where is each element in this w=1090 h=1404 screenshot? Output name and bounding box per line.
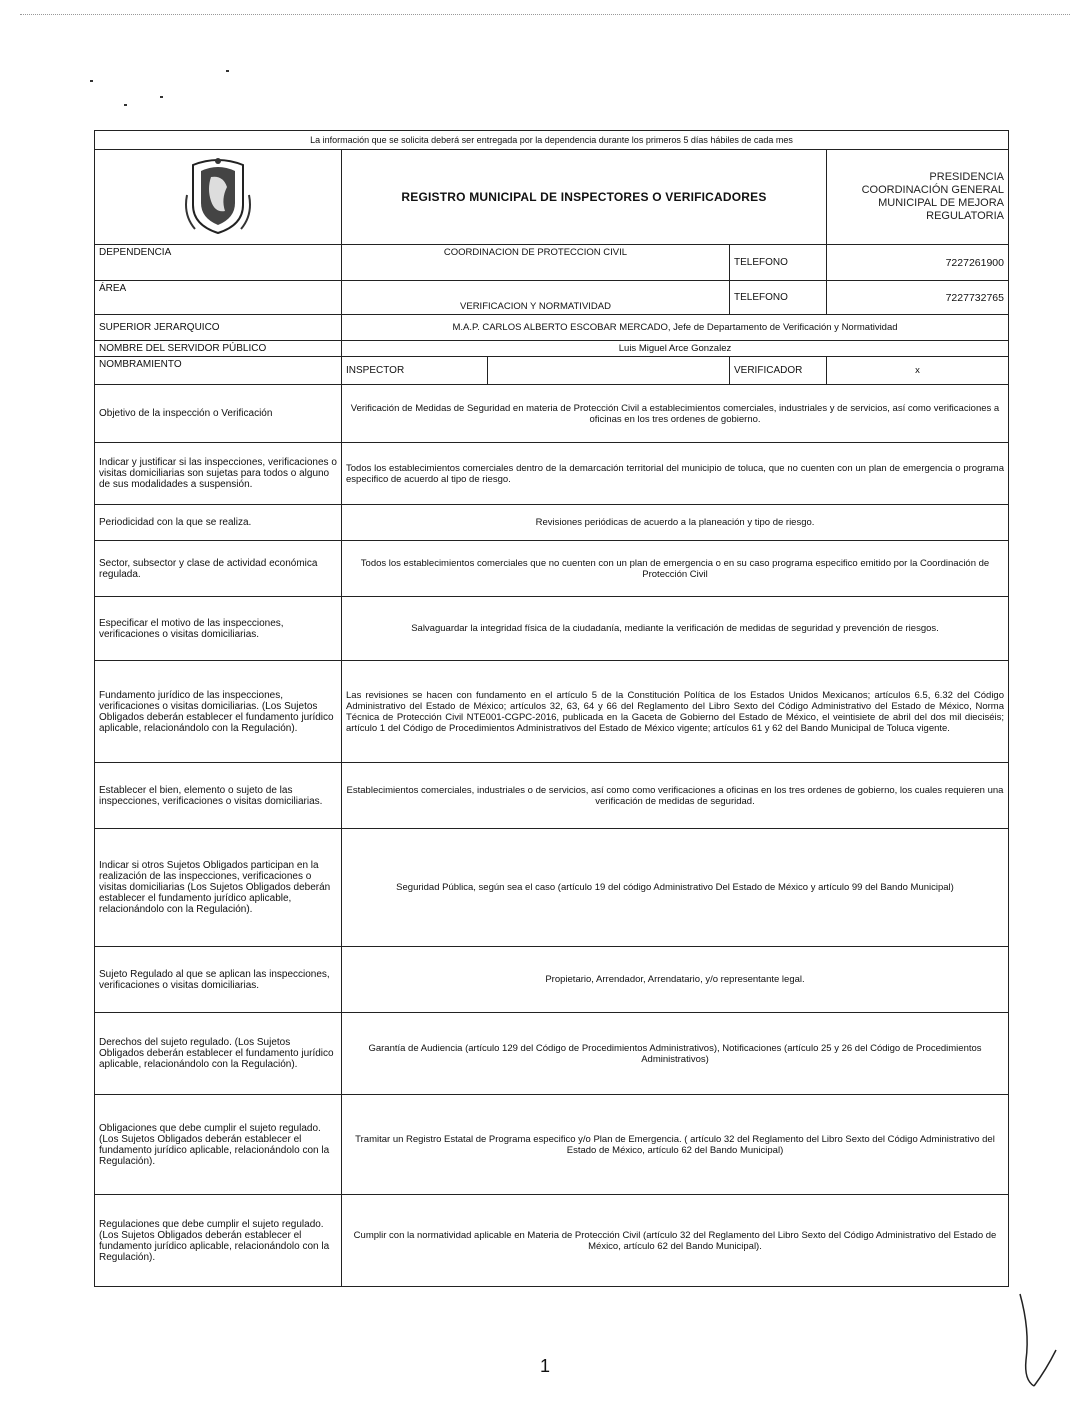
form-title: REGISTRO MUNICIPAL DE INSPECTORES O VERIFICADORES [342,150,827,245]
area-label: ÁREA [95,281,342,315]
dependencia-label: DEPENDENCIA [95,245,342,281]
verificador-value: x [827,357,1009,385]
item-value: Establecimientos comerciales, industriales o de servicios, así como como verificaciones a oficinas en los tres ordenes de gobierno, los cuales requieren una verificación de medidas de seguridad. [342,763,1009,829]
item-label: Periodicidad con la que se realiza. [95,505,342,541]
scan-dots [20,14,1070,19]
superior-label: SUPERIOR JERARQUICO [95,315,342,341]
item-label: Establecer el bien, elemento o sujeto de las inspecciones, verificaciones o visitas domiciliarias. [95,763,342,829]
item-value: Salvaguardar la integridad física de la ciudadanía, mediante la verificación de medidas de seguridad y prevención de riesgos. [342,597,1009,661]
item-value: Las revisiones se hacen con fundamento en el artículo 5 de la Constitución Política de los Estados Unidos Mexicanos; artículos 6.5, 6.32 del Código Administrativo del Estado de México; artículos 32, 63, 64 y 66 del Reglamento del Libro Sexto del Código Administrativo del Estado de México, Norma Técnica de Protección Civil NTE001-CGPC-2016, publicada en la Gaceta de Gobierno del Estado de México, el veintisiete de abril del dos mil dieciséis; artículo 1 del Código de Procedimientos Administrativos del Estado de México vigente; artículos 61 y 62 del Bando Municipal de Toluca vigente. [342,661,1009,763]
item-label: Sector, subsector y clase de actividad económica regulada. [95,541,342,597]
item-label: Derechos del sujeto regulado. (Los Sujetos Obligados deberán establecer el fundamento jurídico aplicable, relacionándolo con la Regulación). [95,1013,342,1095]
form-sheet [94,130,1008,1287]
inspector-label: INSPECTOR [342,357,488,385]
item-value: Todos los establecimientos comerciales que no cuenten con un plan de emergencia o en su caso programa especifico emitido por la Coordinación de Protección Civil [342,541,1009,597]
item-label: Regulaciones que debe cumplir el sujeto regulado. (Los Sujetos Obligados deberán establecer el fundamento jurídico aplicable, relacionándolo con la Regulación). [95,1195,342,1287]
organization-line: PRESIDENCIA [929,171,1004,183]
municipal-seal-icon [183,155,253,235]
registry-form [94,130,1009,1287]
item-value: Garantía de Audiencia (artículo 129 del Código de Procedimientos Administrativos), Notificaciones (artículo 25 y 26 del Código de Procedimientos Administrativos) [342,1013,1009,1095]
scan-speck [226,70,229,72]
item-label: Obligaciones que debe cumplir el sujeto regulado. (Los Sujetos Obligados deberán establecer el fundamento jurídico aplicable, relacionándolo con la Regulación). [95,1095,342,1195]
item-value: Cumplir con la normatividad aplicable en Materia de Protección Civil (artículo 32 del Reglamento del Libro Sexto del Código Administrativo del Estado de México, artículo 62 del Bando Municipal). [342,1195,1009,1287]
inspector-value [488,357,730,385]
page-number: 1 [539,1356,550,1376]
organization-line: COORDINACIÓN GENERAL [861,184,1004,196]
item-value: Tramitar un Registro Estatal de Programa especifico y/o Plan de Emergencia. ( artículo 32 del Reglamento del Libro Sexto del Código Administrativo del Estado de México, artículo 62 del Bando Municipal) [342,1095,1009,1195]
item-label: Objetivo de la inspección o Verificación [95,385,342,443]
item-label: Sujeto Regulado al que se aplican las inspecciones, verificaciones o visitas domiciliarias. [95,947,342,1013]
item-label: Especificar el motivo de las inspecciones, verificaciones o visitas domiciliarias. [95,597,342,661]
servidor-label: NOMBRE DEL SERVIDOR PÚBLICO [95,341,342,357]
dependencia-value: COORDINACION DE PROTECCION CIVIL [342,245,730,281]
item-label: Fundamento jurídico de las inspecciones, verificaciones o visitas domiciliarias. (Los Sujetos Obligados deberán establecer el fundamento jurídico aplicable, relacionándolo con la Regulación). [95,661,342,763]
organization-line: MUNICIPAL DE MEJORA [878,197,1004,209]
dependencia-tel-label: TELEFONO [730,245,827,281]
item-label: Indicar si otros Sujetos Obligados participan en la realización de las inspecciones, verificaciones o visitas domiciliarias (Los Sujetos Obligados deberán establecer el fundamento jurídico aplicable, relacionándolo con la Regulación). [95,829,342,947]
item-value: Revisiones periódicas de acuerdo a la planeación y tipo de riesgo. [342,505,1009,541]
verificador-label: VERIFICADOR [730,357,827,385]
scan-speck [160,96,163,98]
area-tel-value: 7227732765 [827,281,1009,315]
item-value: Propietario, Arrendador, Arrendatario, y/o representante legal. [342,947,1009,1013]
area-value: VERIFICACION Y NORMATIVIDAD [342,281,730,315]
scan-speck [90,80,93,82]
servidor-value: Luis Miguel Arce Gonzalez [342,341,1009,357]
item-label: Indicar y justificar si las inspecciones, verificaciones o visitas domiciliarias son sujetas para todos o alguno de sus modalidades a suspensión. [95,443,342,505]
organization-line: REGULATORIA [926,210,1004,222]
item-value: Seguridad Pública, según sea el caso (artículo 19 del código Administrativo Del Estado de México y artículo 99 del Bando Municipal) [342,829,1009,947]
organization-block [827,150,1009,245]
scan-speck [124,104,127,106]
logo-cell [95,150,342,245]
item-value: Todos los establecimientos comerciales dentro de la demarcación territorial del municipio de toluca, que no cuenten con un plan de emergencia o programa especifico de acuerdo al tipo de riesgo. [342,443,1009,505]
area-tel-label: TELEFONO [730,281,827,315]
superior-value: M.A.P. CARLOS ALBERTO ESCOBAR MERCADO, Jefe de Departamento de Verificación y Normatividad [342,315,1009,341]
dependencia-tel-value: 7227261900 [827,245,1009,281]
nombramiento-label: NOMBRAMIENTO [95,357,342,385]
item-value: Verificación de Medidas de Seguridad en materia de Protección Civil a establecimientos comerciales, industriales y de servicios, así como verificaciones a oficinas en los tres ordenes de gobierno. [342,385,1009,443]
header-note: La información que se solicita deberá ser entregada por la dependencia durante los primeros 5 días hábiles de cada mes [95,131,1009,150]
